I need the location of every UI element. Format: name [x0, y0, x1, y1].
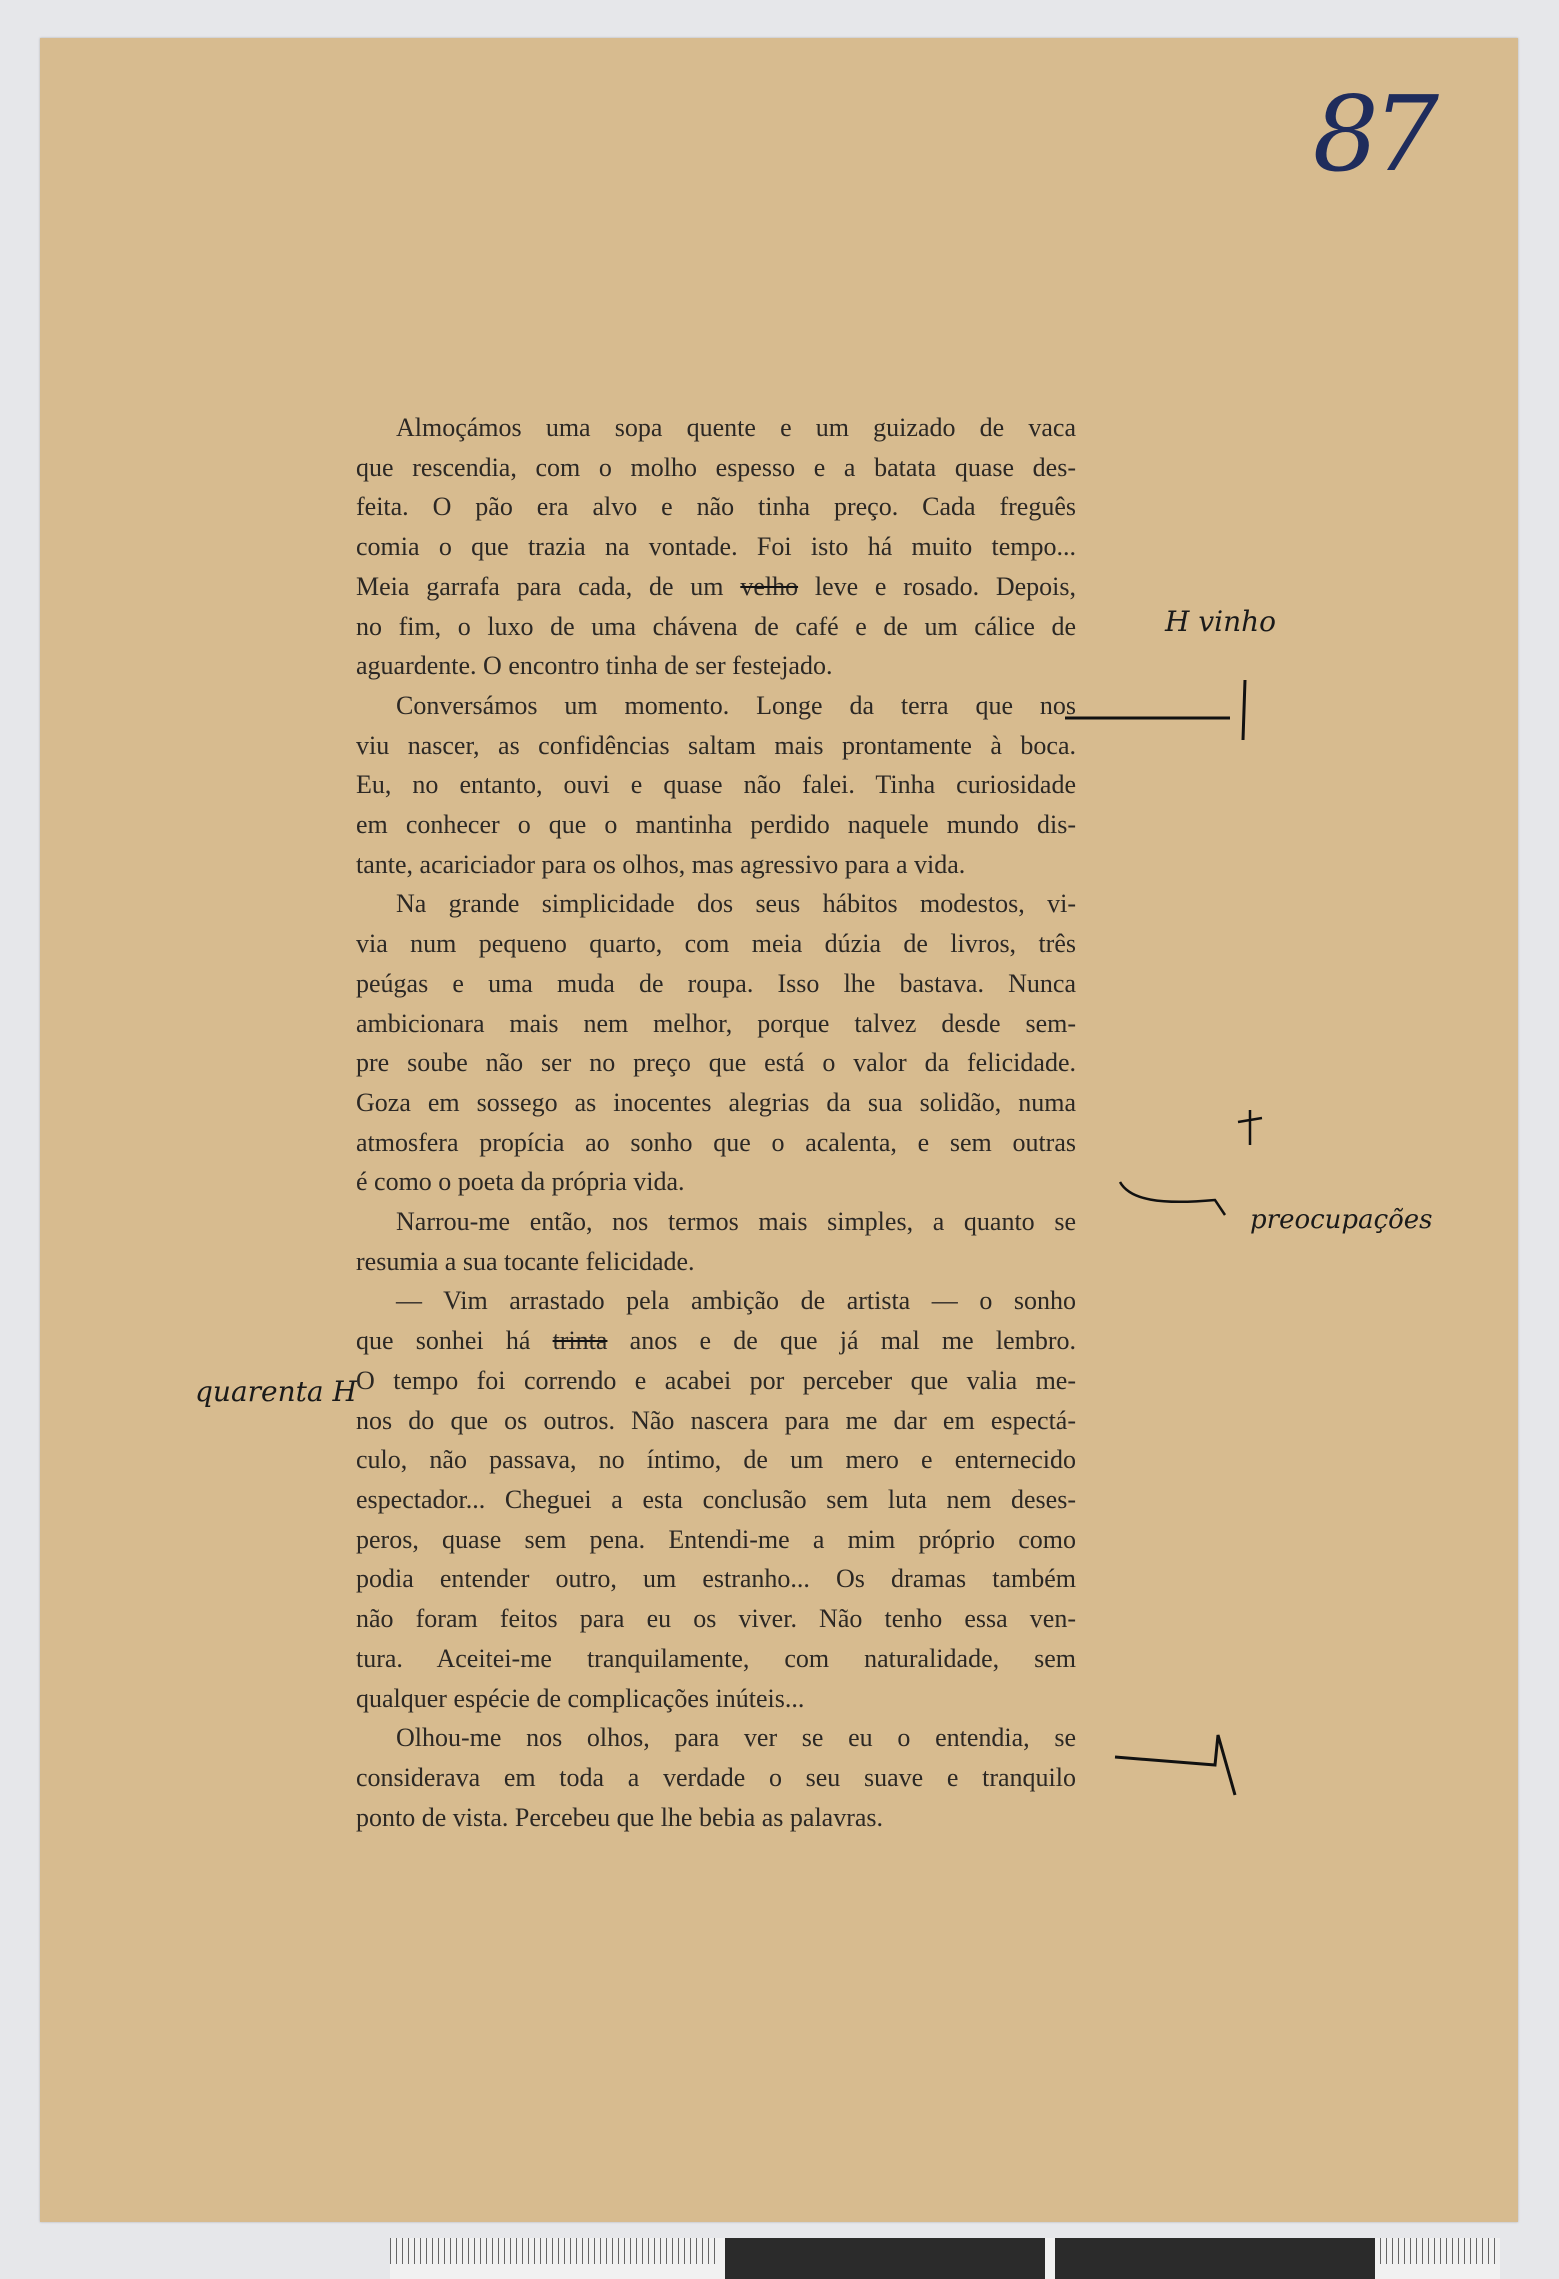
handwritten-note-quarenta: quarenta H	[195, 1375, 357, 1408]
text-line: O tempo foi correndo e acabei por perceber que valia me-	[356, 1365, 1076, 1395]
text-line: que rescendia, com o molho espesso e a batata quase des-	[356, 452, 1076, 482]
text-line: podia entender outro, um estranho... Os dramas também	[356, 1564, 1076, 1594]
text-line: em conhecer o que o mantinha perdido naquele mundo dis-	[356, 810, 1076, 840]
text-line	[356, 567, 1076, 607]
handwritten-note-preocupacoes: preocupações	[1250, 1205, 1433, 1235]
text-line: comia o que trazia na vontade. Foi isto há muito tempo...	[356, 532, 1076, 562]
paragraph	[356, 1281, 1076, 1718]
text-line: não foram feitos para eu os viver. Não tenho essa ven-	[356, 1604, 1076, 1634]
text-line: qualquer espécie de complicações inúteis...	[356, 1683, 805, 1713]
text-line: no fim, o luxo de uma chávena de café e de um cálice de	[356, 611, 1076, 641]
ruler-ticks	[390, 2238, 720, 2264]
text-segment: anos e de que já mal me lembro.	[607, 1326, 1076, 1356]
text-segment: que sonhei há	[356, 1326, 553, 1356]
text-line: ponto de vista. Percebeu que lhe bebia as palavras.	[356, 1802, 884, 1832]
paragraph	[356, 884, 1076, 1202]
text-line: — Vim arrastado pela ambição de artista — o sonho	[396, 1286, 1076, 1316]
text-line: Goza em sossego as inocentes alegrias da sua solidão, numa	[356, 1087, 1076, 1117]
text-line: Olhou-me nos olhos, para ver se eu o entendia, se	[396, 1723, 1076, 1753]
text-line: via num pequeno quarto, com meia dúzia de livros, três	[356, 929, 1076, 959]
paragraph	[356, 1718, 1076, 1837]
text-line: nos do que os outros. Não nascera para me dar em espectá-	[356, 1405, 1076, 1435]
text-line: Almoçámos uma sopa quente e um guizado de vaca	[396, 413, 1076, 442]
text-line: ambicionara mais nem melhor, porque talvez desde sem-	[356, 1008, 1076, 1038]
text-line	[356, 1321, 1076, 1361]
text-line: viu nascer, as confidências saltam mais prontamente à boca.	[356, 730, 1076, 760]
text-line: atmosfera propícia ao sonho que o acalenta, e sem outras	[356, 1127, 1076, 1157]
text-line: Conversámos um momento. Longe da terra que nos	[396, 690, 1076, 720]
text-line: Narrou-me então, nos termos mais simples, a quanto se	[396, 1207, 1076, 1237]
ruler-black-block	[725, 2238, 1045, 2279]
text-line: aguardente. O encontro tinha de ser festejado.	[356, 651, 833, 681]
paragraph	[356, 1202, 1076, 1281]
text-segment: Meia garrafa para cada, de um	[356, 571, 741, 601]
page-number: 87	[1312, 73, 1433, 195]
text-line: tura. Aceitei-me tranquilamente, com naturalidade, sem	[356, 1643, 1076, 1673]
text-line: peúgas e uma muda de roupa. Isso lhe bastava. Nunca	[356, 968, 1076, 998]
text-segment: leve e rosado. Depois,	[798, 571, 1077, 601]
struck-word: trinta	[552, 1326, 608, 1356]
text-line: Na grande simplicidade dos seus hábitos modestos, vi-	[396, 889, 1076, 919]
text-line: considerava em toda a verdade o seu suave e tranquilo	[356, 1762, 1076, 1792]
text-line: resumia a sua tocante felicidade.	[356, 1246, 695, 1276]
struck-word: velho	[740, 571, 799, 601]
handwritten-note-vinho: H vinho	[1165, 605, 1277, 638]
paragraph	[356, 686, 1076, 885]
scale-ruler	[390, 2238, 1500, 2279]
text-line: pre soube não ser no preço que está o valor da felicidade.	[356, 1048, 1076, 1078]
text-line: é como o poeta da própria vida.	[356, 1167, 685, 1197]
text-line: espectador... Cheguei a esta conclusão sem luta nem deses-	[356, 1484, 1076, 1514]
text-line: tante, acariciador para os olhos, mas agressivo para a vida.	[356, 849, 966, 879]
paragraph	[356, 408, 1076, 686]
text-line: Eu, no entanto, ouvi e quase não falei. Tinha curiosidade	[356, 770, 1076, 800]
typed-body-text	[356, 408, 1076, 1837]
text-line: peros, quase sem pena. Entendi-me a mim próprio como	[356, 1524, 1076, 1554]
ruler-ticks	[1380, 2238, 1498, 2264]
text-line: culo, não passava, no íntimo, de um mero e enternecido	[356, 1445, 1076, 1475]
ruler-black-block	[1055, 2238, 1375, 2279]
text-line: feita. O pão era alvo e não tinha preço. Cada freguês	[356, 492, 1076, 522]
